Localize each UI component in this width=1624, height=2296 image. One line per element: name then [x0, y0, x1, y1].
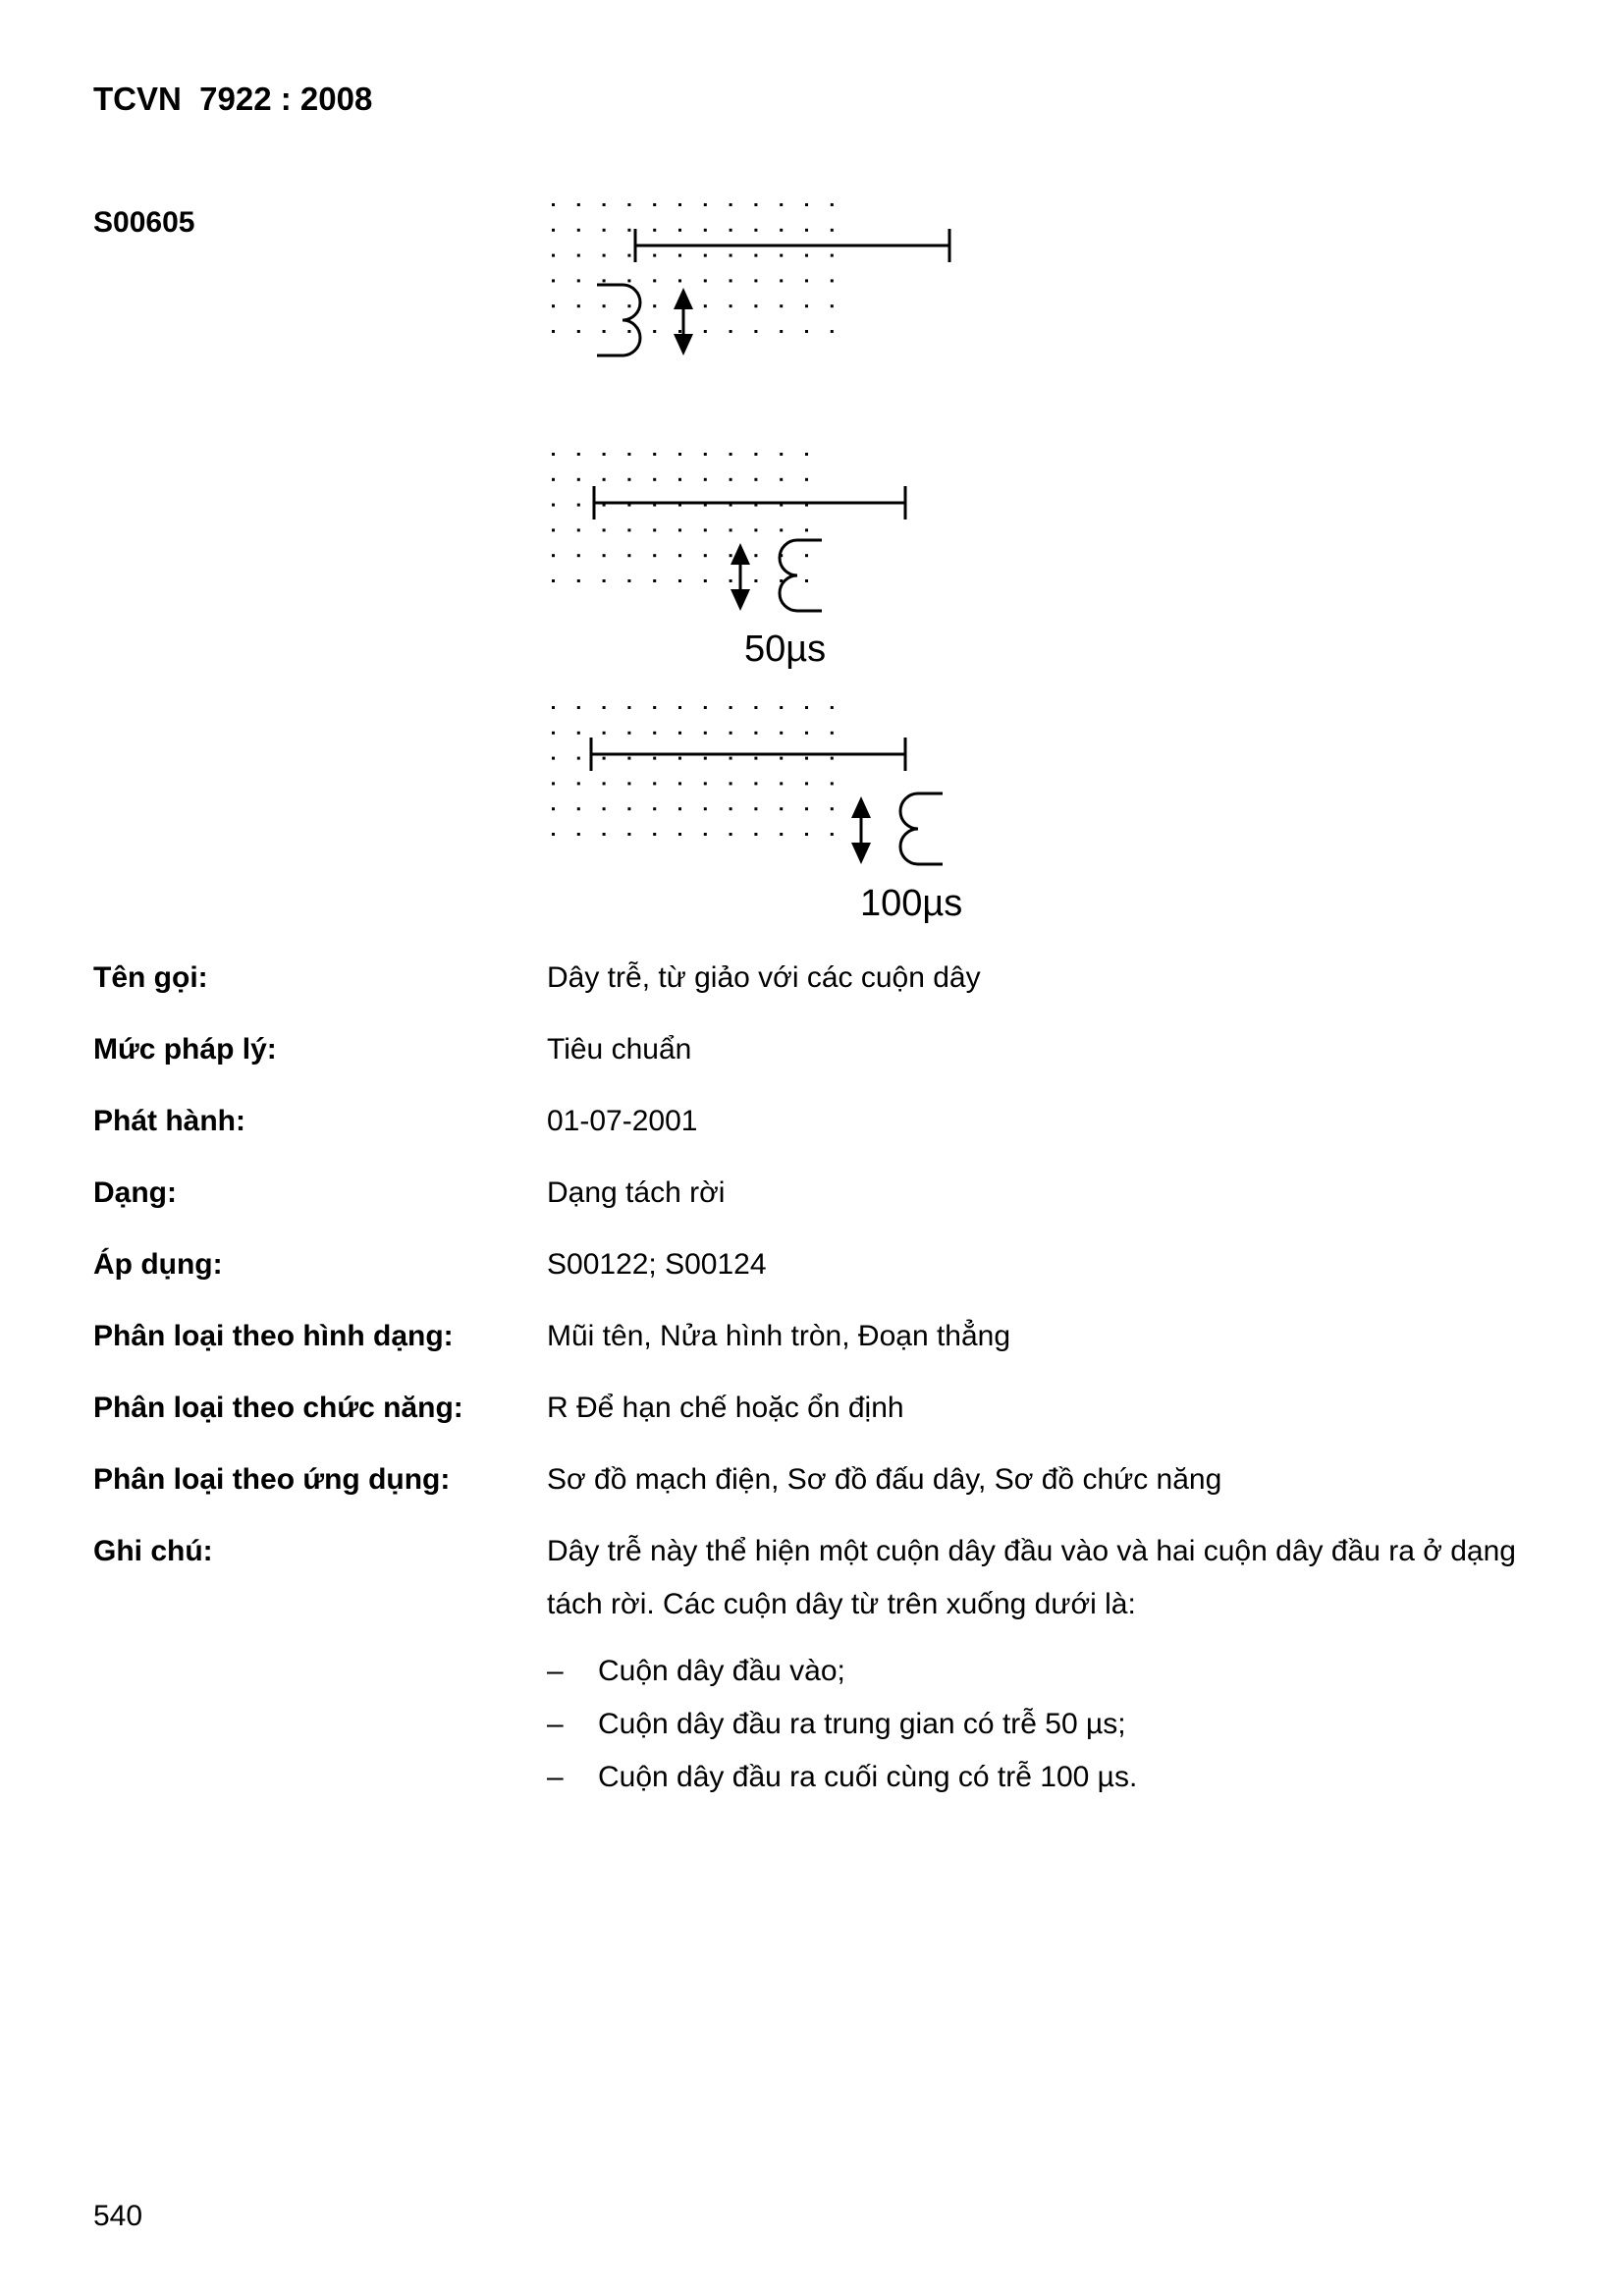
grid-dot	[627, 807, 630, 810]
grid-dot	[780, 528, 783, 531]
grid-dot	[653, 579, 656, 582]
grid-dot	[730, 304, 732, 307]
grid-dot	[805, 304, 808, 307]
grid-dot	[831, 229, 834, 232]
arrow-down-icon-bottom	[851, 843, 871, 864]
grid-dot	[627, 229, 630, 232]
grid-dot	[552, 453, 555, 456]
grid-dot	[704, 554, 707, 557]
grid-dot	[552, 807, 555, 810]
grid-dot	[627, 579, 630, 582]
grid-dot	[754, 807, 757, 810]
grid-dot	[754, 203, 757, 206]
grid-dot	[805, 453, 808, 456]
grid-dot	[577, 554, 580, 557]
grid-dot	[805, 528, 808, 531]
note-content	[547, 1531, 1527, 1804]
grid-dot	[805, 203, 808, 206]
grid-dot	[754, 528, 757, 531]
grid-dot	[831, 706, 834, 709]
delay-label-100: 100µs	[860, 883, 963, 924]
grid-dot	[577, 279, 580, 282]
grid-dot	[627, 304, 630, 307]
arrow-down-icon-middle	[731, 589, 750, 611]
grid-dot	[552, 478, 555, 481]
bottom-coil-group	[591, 738, 943, 864]
property-row-name	[93, 957, 1527, 999]
grid-dot	[730, 807, 732, 810]
list-item	[547, 1698, 1527, 1751]
grid-dot	[577, 706, 580, 709]
grid-dot	[653, 732, 656, 735]
grid-dot	[805, 807, 808, 810]
property-value: Mũi tên, Nửa hình tròn, Đoạn thẳng	[547, 1320, 1011, 1352]
grid-dot	[754, 757, 757, 760]
grid-dot	[704, 478, 707, 481]
grid-dot	[678, 807, 681, 810]
grid-dot	[704, 528, 707, 531]
grid-dot	[754, 254, 757, 257]
grid-dot	[730, 478, 732, 481]
grid-dot	[627, 254, 630, 257]
grid-dot	[552, 782, 555, 785]
grid-dot	[754, 478, 757, 481]
middle-coil-group	[594, 486, 905, 611]
grid-dot	[730, 732, 732, 735]
grid-dot	[754, 579, 757, 582]
grid-dot	[704, 579, 707, 582]
grid-dot	[730, 279, 732, 282]
grid-dot	[552, 279, 555, 282]
grid-dot	[603, 203, 606, 206]
property-value: Sơ đồ mạch điện, Sơ đồ đấu dây, Sơ đồ chức năng	[547, 1463, 1222, 1496]
grid-dot	[704, 782, 707, 785]
grid-dot	[577, 478, 580, 481]
grid-dot	[730, 579, 732, 582]
grid-dot	[780, 279, 783, 282]
grid-dot	[831, 330, 834, 333]
grid-dot	[754, 782, 757, 785]
grid-dot	[754, 453, 757, 456]
grid-dot	[552, 203, 555, 206]
grid-dot	[704, 304, 707, 307]
grid-dot	[730, 528, 732, 531]
grid-dot	[780, 229, 783, 232]
grid-dot	[678, 330, 681, 333]
grid-dot	[603, 279, 606, 282]
arrow-down-icon-top	[674, 334, 693, 355]
property-label: Áp dụng:	[93, 1248, 223, 1281]
grid-dot	[627, 528, 630, 531]
grid-dot	[603, 229, 606, 232]
grid-dot	[678, 203, 681, 206]
grid-dot	[603, 833, 606, 836]
dash-bullet: –	[547, 1761, 564, 1793]
grid-dot	[627, 453, 630, 456]
grid-dot	[754, 732, 757, 735]
grid-dot	[704, 254, 707, 257]
grid-dot	[627, 330, 630, 333]
grid-dot	[831, 732, 834, 735]
grid-dot	[831, 807, 834, 810]
grid-dot	[805, 757, 808, 760]
grid-dot	[603, 330, 606, 333]
grid-dot	[577, 807, 580, 810]
grid-dot	[603, 757, 606, 760]
grid-dot	[704, 807, 707, 810]
grid-dot	[730, 554, 732, 557]
grid-dot	[831, 203, 834, 206]
delay-line-symbol-icon	[540, 191, 1011, 928]
grid-dot	[577, 732, 580, 735]
grid-dot	[704, 203, 707, 206]
grid-dot	[627, 279, 630, 282]
grid-dot	[653, 330, 656, 333]
grid-dot	[678, 254, 681, 257]
grid-dot	[603, 478, 606, 481]
grid-dot	[831, 279, 834, 282]
arrow-up-icon-top	[674, 288, 693, 309]
property-row-function-class	[93, 1388, 1527, 1429]
grid-dot	[730, 833, 732, 836]
list-item	[547, 1751, 1527, 1804]
grid-dot	[678, 554, 681, 557]
grid-dot	[653, 453, 656, 456]
grid-dot	[780, 732, 783, 735]
grid-dot	[678, 782, 681, 785]
grid-dot	[603, 732, 606, 735]
grid-dot	[831, 833, 834, 836]
grid-dot	[627, 478, 630, 481]
grid-dot	[754, 279, 757, 282]
grid-dot	[627, 732, 630, 735]
grid-dot	[805, 554, 808, 557]
properties-table	[93, 957, 1527, 1834]
list-item	[547, 1645, 1527, 1698]
grid-dot	[780, 757, 783, 760]
grid-dot	[754, 330, 757, 333]
list-item-text: Cuộn dây đầu ra cuối cùng có trễ 100 µs.	[598, 1761, 1138, 1793]
grid-dot	[704, 279, 707, 282]
note-label: Ghi chú:	[93, 1535, 213, 1567]
grid-dot	[552, 732, 555, 735]
grid-dot	[730, 229, 732, 232]
grid-dot	[704, 453, 707, 456]
property-label: Dạng:	[93, 1176, 177, 1209]
grid-dot	[730, 330, 732, 333]
grid-dot	[704, 732, 707, 735]
grid-dot	[678, 229, 681, 232]
grid-dot	[603, 554, 606, 557]
input-coil-group	[597, 229, 949, 355]
grid-dot	[805, 833, 808, 836]
grid-dot	[603, 706, 606, 709]
symbol-id: S00605	[93, 206, 195, 239]
grid-dot	[678, 478, 681, 481]
grid-dot	[653, 254, 656, 257]
grid-dot	[780, 478, 783, 481]
grid-dot	[552, 504, 555, 507]
grid-dot	[754, 833, 757, 836]
grid-dot	[805, 706, 808, 709]
grid-dot	[754, 229, 757, 232]
grid-dot	[627, 833, 630, 836]
grid-dot	[603, 254, 606, 257]
input-coil-halfcircles	[597, 285, 640, 355]
grid-dot	[552, 330, 555, 333]
grid-dot	[627, 554, 630, 557]
grid-dot	[627, 706, 630, 709]
grid-dot	[780, 782, 783, 785]
grid-dot	[603, 807, 606, 810]
grid-dot	[552, 229, 555, 232]
property-label: Mức pháp lý:	[93, 1033, 277, 1066]
grid-dot	[627, 757, 630, 760]
grid-dot	[653, 279, 656, 282]
grid-dot	[780, 706, 783, 709]
grid-dot	[730, 453, 732, 456]
grid-dot	[678, 528, 681, 531]
list-item-text: Cuộn dây đầu vào;	[598, 1655, 845, 1687]
grid-dot	[653, 807, 656, 810]
property-row-application-class	[93, 1459, 1527, 1501]
grid-dot	[678, 732, 681, 735]
property-label: Tên gọi:	[93, 961, 208, 994]
grid-dot	[577, 203, 580, 206]
grid-dot	[577, 833, 580, 836]
grid-dot	[577, 757, 580, 760]
grid-dot	[805, 279, 808, 282]
dash-bullet: –	[547, 1655, 564, 1687]
grid-dot	[805, 478, 808, 481]
grid-dot	[577, 229, 580, 232]
grid-dot	[653, 528, 656, 531]
grid-dot	[653, 304, 656, 307]
grid-dot	[603, 782, 606, 785]
grid-dot	[704, 706, 707, 709]
grid-dot	[730, 782, 732, 785]
grid-dot	[780, 254, 783, 257]
grid-dot	[805, 732, 808, 735]
grid-dot	[831, 254, 834, 257]
grid-dot	[653, 203, 656, 206]
grid-dot	[780, 453, 783, 456]
grid-dot	[754, 554, 757, 557]
grid-dot	[552, 579, 555, 582]
grid-dot	[552, 304, 555, 307]
bottom-coil-halfcircles	[900, 793, 943, 864]
grid-dot	[577, 782, 580, 785]
grid-dot	[552, 833, 555, 836]
grid-dot	[653, 706, 656, 709]
grid-dot	[678, 453, 681, 456]
grid-dot	[603, 579, 606, 582]
grid-dot	[730, 757, 732, 760]
property-label: Phân loại theo hình dạng:	[93, 1320, 454, 1352]
grid-dot	[577, 304, 580, 307]
grid-dot	[577, 453, 580, 456]
dash-bullet: –	[547, 1708, 564, 1740]
grid-dot	[805, 330, 808, 333]
grid-dot	[653, 229, 656, 232]
property-value: S00122; S00124	[547, 1248, 767, 1281]
grid-dot	[653, 833, 656, 836]
grid-dot	[831, 757, 834, 760]
property-value: Tiêu chuẩn	[547, 1033, 692, 1066]
grid-dot	[831, 304, 834, 307]
grid-dot	[678, 706, 681, 709]
grid-dot	[627, 782, 630, 785]
grid-dot	[577, 528, 580, 531]
property-row-applies	[93, 1244, 1527, 1285]
grid-dot	[653, 757, 656, 760]
grid-dot	[577, 330, 580, 333]
grid-dot	[730, 254, 732, 257]
property-row-form	[93, 1173, 1527, 1214]
property-value: R Để hạn chế hoặc ổn định	[547, 1392, 904, 1424]
delay-label-50: 50µs	[744, 629, 827, 670]
page-number: 540	[93, 2200, 143, 2232]
grid-dot	[805, 579, 808, 582]
grid-dot	[603, 453, 606, 456]
grid-dot	[704, 229, 707, 232]
arrow-up-icon-middle	[731, 543, 750, 565]
note-text: Dây trễ này thể hiện một cuộn dây đầu vào và hai cuộn dây đầu ra ở dạng tách rời. Các cuộn dây từ trên xuống dưới là:	[547, 1535, 1516, 1620]
grid-dot	[653, 478, 656, 481]
grid-dot	[805, 254, 808, 257]
grid-dot	[704, 833, 707, 836]
property-row-shape-class	[93, 1316, 1527, 1357]
grid-dot	[552, 528, 555, 531]
grid-dot	[730, 706, 732, 709]
grid-dot	[780, 304, 783, 307]
grid-dot	[678, 757, 681, 760]
grid-dot	[730, 203, 732, 206]
property-label: Phân loại theo chức năng:	[93, 1392, 463, 1424]
grid-dot	[653, 554, 656, 557]
grid-dot	[552, 254, 555, 257]
grid-dot	[552, 554, 555, 557]
property-label: Phát hành:	[93, 1105, 245, 1137]
symbol-figure	[540, 191, 1011, 928]
property-row-note	[93, 1531, 1527, 1804]
property-value: 01-07-2001	[547, 1105, 698, 1137]
grid-dot	[653, 782, 656, 785]
grid-dot	[831, 782, 834, 785]
property-value: Dạng tách rời	[547, 1176, 726, 1209]
grid-dot	[780, 203, 783, 206]
grid-dot	[704, 330, 707, 333]
standard-header: TCVN 7922 : 2008	[93, 81, 373, 117]
grid-dot	[805, 229, 808, 232]
grid-dot	[780, 833, 783, 836]
grid-dot	[805, 782, 808, 785]
grid-dot	[678, 579, 681, 582]
list-item-text: Cuộn dây đầu ra trung gian có trễ 50 µs;	[598, 1708, 1126, 1740]
grid-dot	[678, 833, 681, 836]
middle-coil-halfcircles	[780, 540, 822, 611]
property-label: Phân loại theo ứng dụng:	[93, 1463, 451, 1496]
note-list	[547, 1645, 1527, 1804]
grid-dot	[552, 757, 555, 760]
property-value: Dây trễ, từ giảo với các cuộn dây	[547, 961, 981, 994]
grid-dot	[603, 304, 606, 307]
grid-dot	[552, 706, 555, 709]
property-row-legal-level	[93, 1029, 1527, 1070]
grid-dot	[780, 807, 783, 810]
grid-dot	[780, 330, 783, 333]
property-row-release	[93, 1101, 1527, 1142]
grid-dot	[603, 528, 606, 531]
arrow-up-icon-bottom	[851, 796, 871, 818]
grid-dot	[754, 304, 757, 307]
grid-dot	[577, 254, 580, 257]
grid-dot	[577, 504, 580, 507]
grid-dot	[754, 706, 757, 709]
grid-dot	[577, 579, 580, 582]
grid-dot	[704, 757, 707, 760]
grid-dot	[678, 279, 681, 282]
grid-dot	[627, 203, 630, 206]
